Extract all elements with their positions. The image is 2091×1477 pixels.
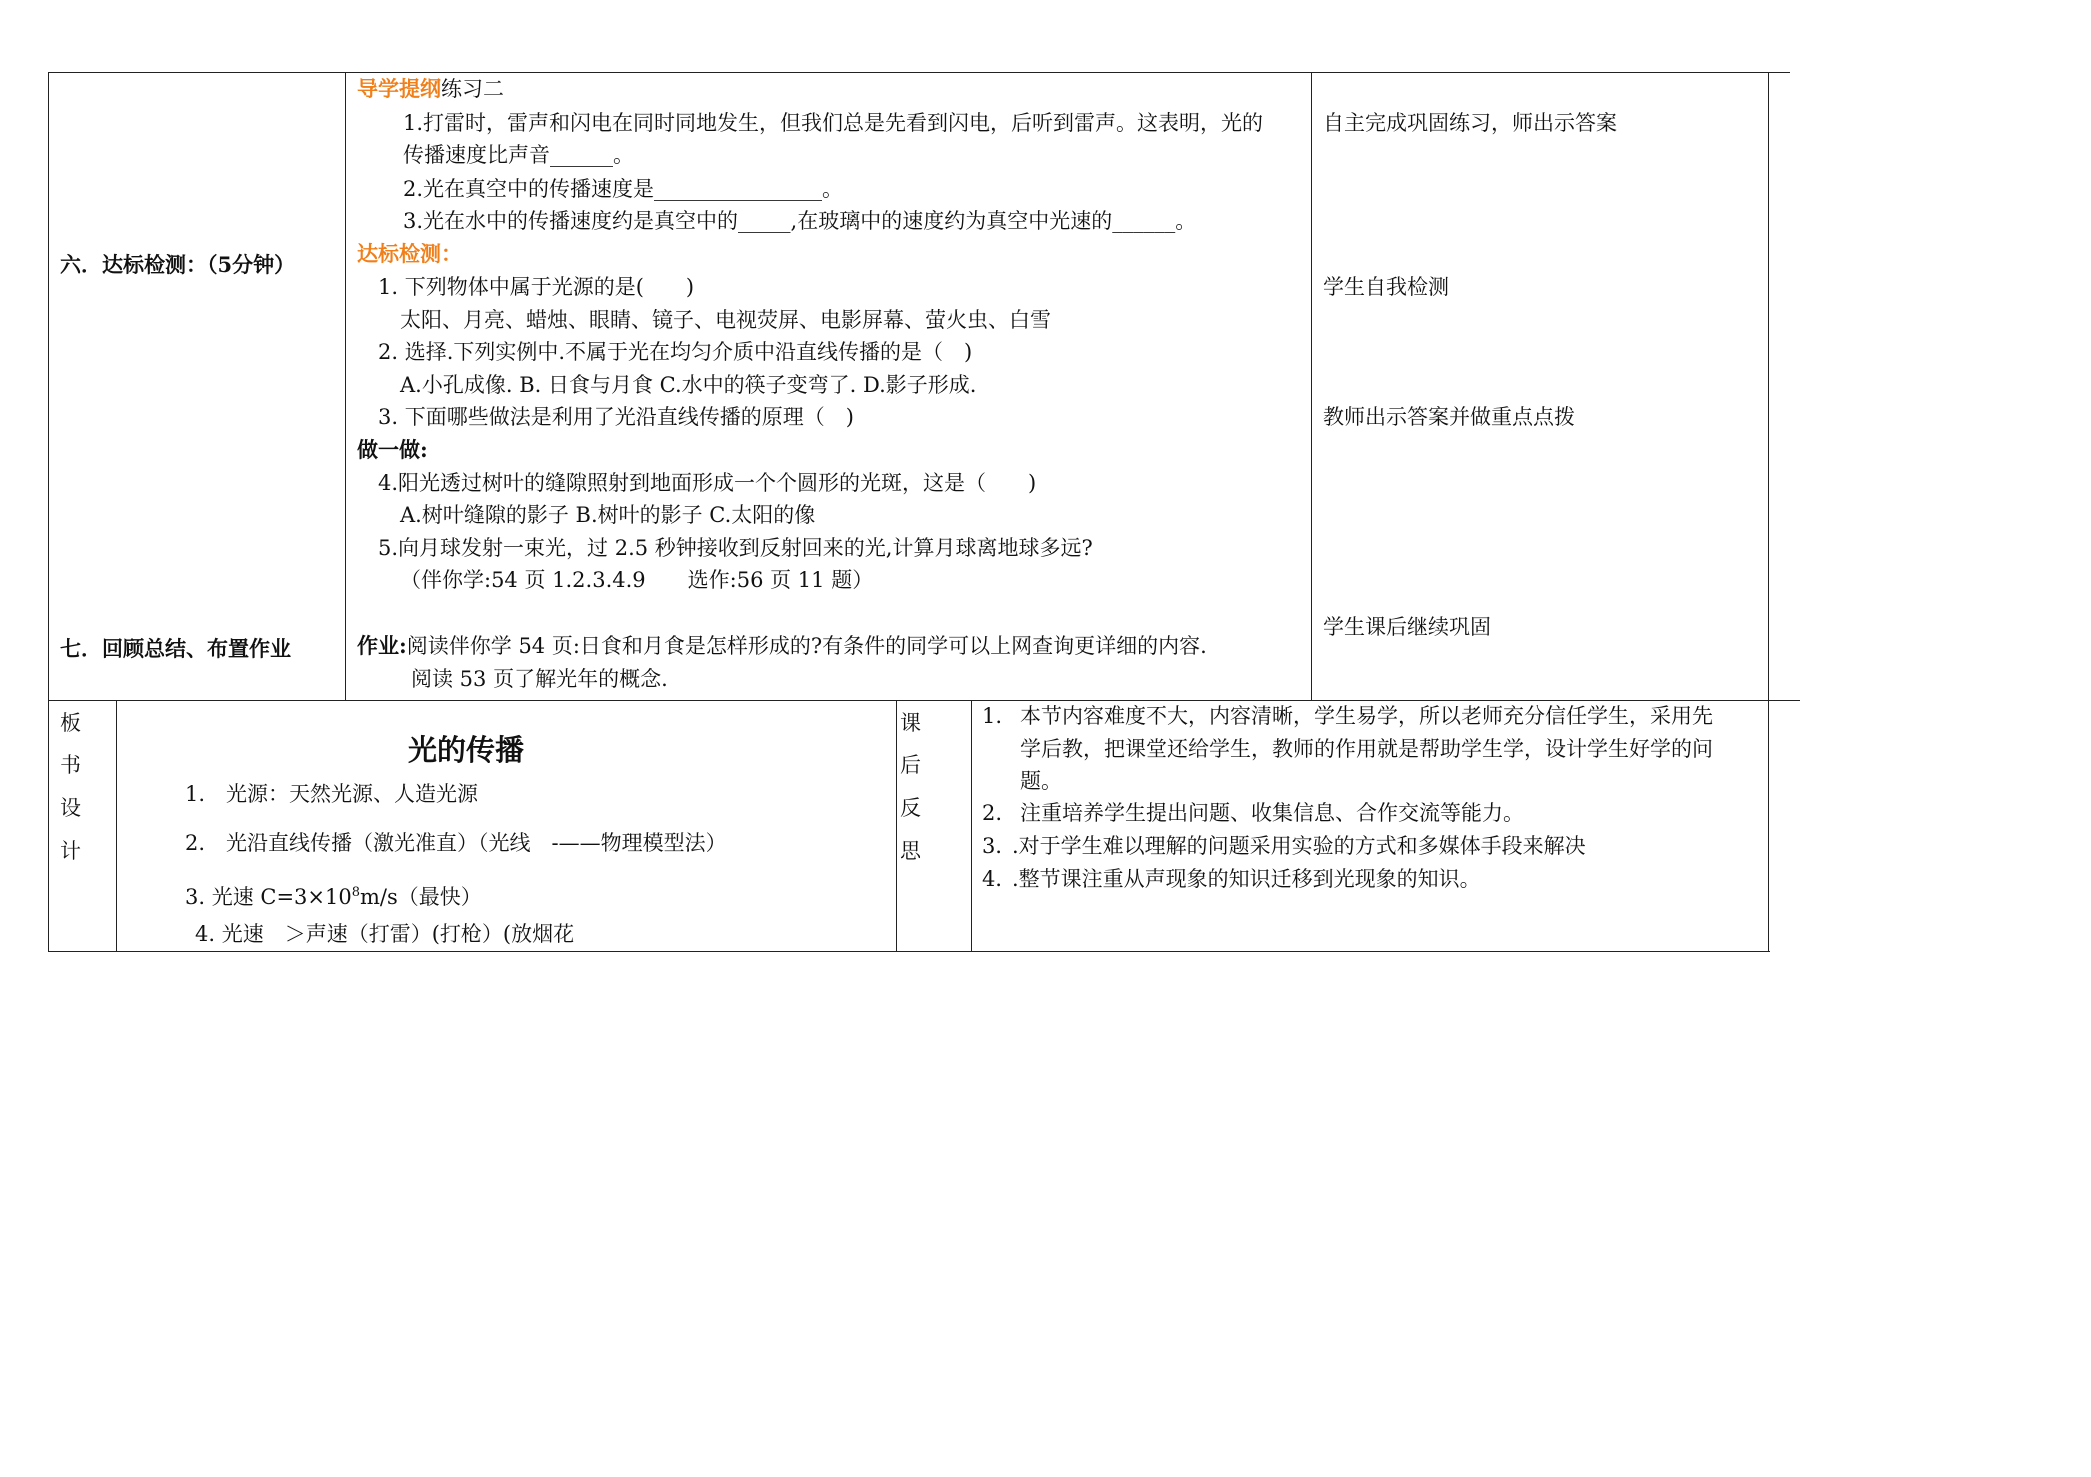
section7-label: 七．回顾总结、布置作业 (60, 636, 291, 661)
board-item-3 (185, 880, 482, 910)
section6-label: 六．达标检测：（5分钟） (60, 252, 296, 277)
reflection-p3-number: 3． (982, 834, 1017, 858)
reflection-p1-line2: 学后教，把课堂还给学生，教师的作用就是帮助学生学，设计学生好学的问 (1020, 737, 1713, 761)
board-title: 光的传播 (408, 733, 525, 767)
homework-line1 (357, 633, 1207, 659)
right-note-1: 自主完成巩固练习，师出示答案 (1323, 111, 1617, 135)
test-q3: 3. 下面哪些做法是利用了光沿直线传播的原理（ ) (378, 405, 854, 429)
board-item-3-prefix: 3. 光速 C=3×10 (185, 885, 352, 909)
doit-q5: 5.向月球发射一束光，过 2.5 秒钟接收到反射回来的光,计算月球离地球多远? (378, 536, 1093, 560)
doit-q4: 4.阳光透过树叶的缝隙照射到地面形成一个个圆形的光斑，这是（ ) (378, 471, 1037, 495)
board-label-char: 书 (60, 753, 81, 777)
reflection-label-char: 课 (900, 711, 921, 735)
test-q2-options: A.小孔成像. B. 日食与月食 C.水中的筷子变弯了. D.影子形成. (400, 373, 977, 397)
reflection-p3: .对于学生难以理解的问题采用实验的方式和多媒体手段来解决 (1012, 834, 1586, 858)
guide-heading-orange: 导学提纲 (357, 76, 441, 101)
guide-heading (357, 76, 504, 102)
doit-reference: （伴你学:54 页 1.2.3.4.9 选作:56 页 11 题） (400, 568, 874, 592)
doit-heading: 做一做: (357, 437, 428, 462)
doit-q4-options: A.树叶缝隙的影子 B.树叶的影子 C.太阳的像 (400, 503, 816, 527)
guide-q3: 3.光在水中的传播速度约是真空中的_____,在玻璃中的速度约为真空中光速的______。 (403, 209, 1197, 233)
test-heading: 达标检测： (357, 241, 462, 266)
board-item-1: 1. 光源：天然光源、人造光源 (185, 782, 479, 806)
test-q2: 2. 选择.下列实例中.不属于光在均匀介质中沿直线传播的是（ ) (378, 340, 973, 364)
guide-q1-line1: 1.打雷时，雷声和闪电在同时同地发生，但我们总是先看到闪电，后听到雷声。这表明，光的 (403, 111, 1264, 135)
reflection-p4: .整节课注重从声现象的知识迁移到光现象的知识。 (1012, 867, 1481, 891)
homework-line2: 阅读 53 页了解光年的概念. (411, 667, 668, 691)
homework-label: 作业: (357, 633, 407, 658)
test-q1-options: 太阳、月亮、蜡烛、眼睛、镜子、电视荧屏、电影屏幕、萤火虫、白雪 (400, 308, 1051, 332)
board-item-3-suffix: m/s（最快） (360, 885, 482, 909)
board-item-4: 4. 光速 ＞声速（打雷）(打枪）(放烟花 (195, 922, 575, 946)
guide-q2: 2.光在真空中的传播速度是________________。 (403, 177, 844, 201)
reflection-label-char: 后 (900, 753, 921, 777)
reflection-p1-line3: 题。 (1020, 769, 1062, 793)
right-note-3: 教师出示答案并做重点点拨 (1323, 405, 1575, 429)
board-item-3-exponent: 8 (351, 885, 361, 900)
reflection-p2-number: 2. (982, 801, 1003, 825)
reflection-p1-line1: 本节内容难度不大，内容清晰，学生易学，所以老师充分信任学生，采用先 (1020, 704, 1713, 728)
right-note-4: 学生课后继续巩固 (1323, 615, 1491, 639)
test-q1: 1. 下列物体中属于光源的是( ) (378, 275, 695, 299)
homework-text: 阅读伴你学 54 页:日食和月食是怎样形成的?有条件的同学可以上网查询更详细的内容. (406, 634, 1207, 658)
reflection-p2: 注重培养学生提出问题、收集信息、合作交流等能力。 (1020, 801, 1524, 825)
board-label-char: 计 (60, 839, 81, 863)
reflection-p4-number: 4． (982, 867, 1017, 891)
board-item-2: 2. 光沿直线传播（激光准直）（光线 -——物理模型法） (185, 831, 727, 855)
right-note-2: 学生自我检测 (1323, 275, 1449, 299)
reflection-label-char: 反 (900, 796, 921, 820)
reflection-label-char: 思 (900, 839, 921, 863)
guide-q1-line2: 传播速度比声音______。 (403, 143, 634, 167)
reflection-p1-number: 1. (982, 704, 1003, 728)
guide-heading-rest: 练习二 (441, 77, 504, 101)
board-label-char: 设 (60, 796, 81, 820)
board-label-char: 板 (60, 711, 81, 735)
